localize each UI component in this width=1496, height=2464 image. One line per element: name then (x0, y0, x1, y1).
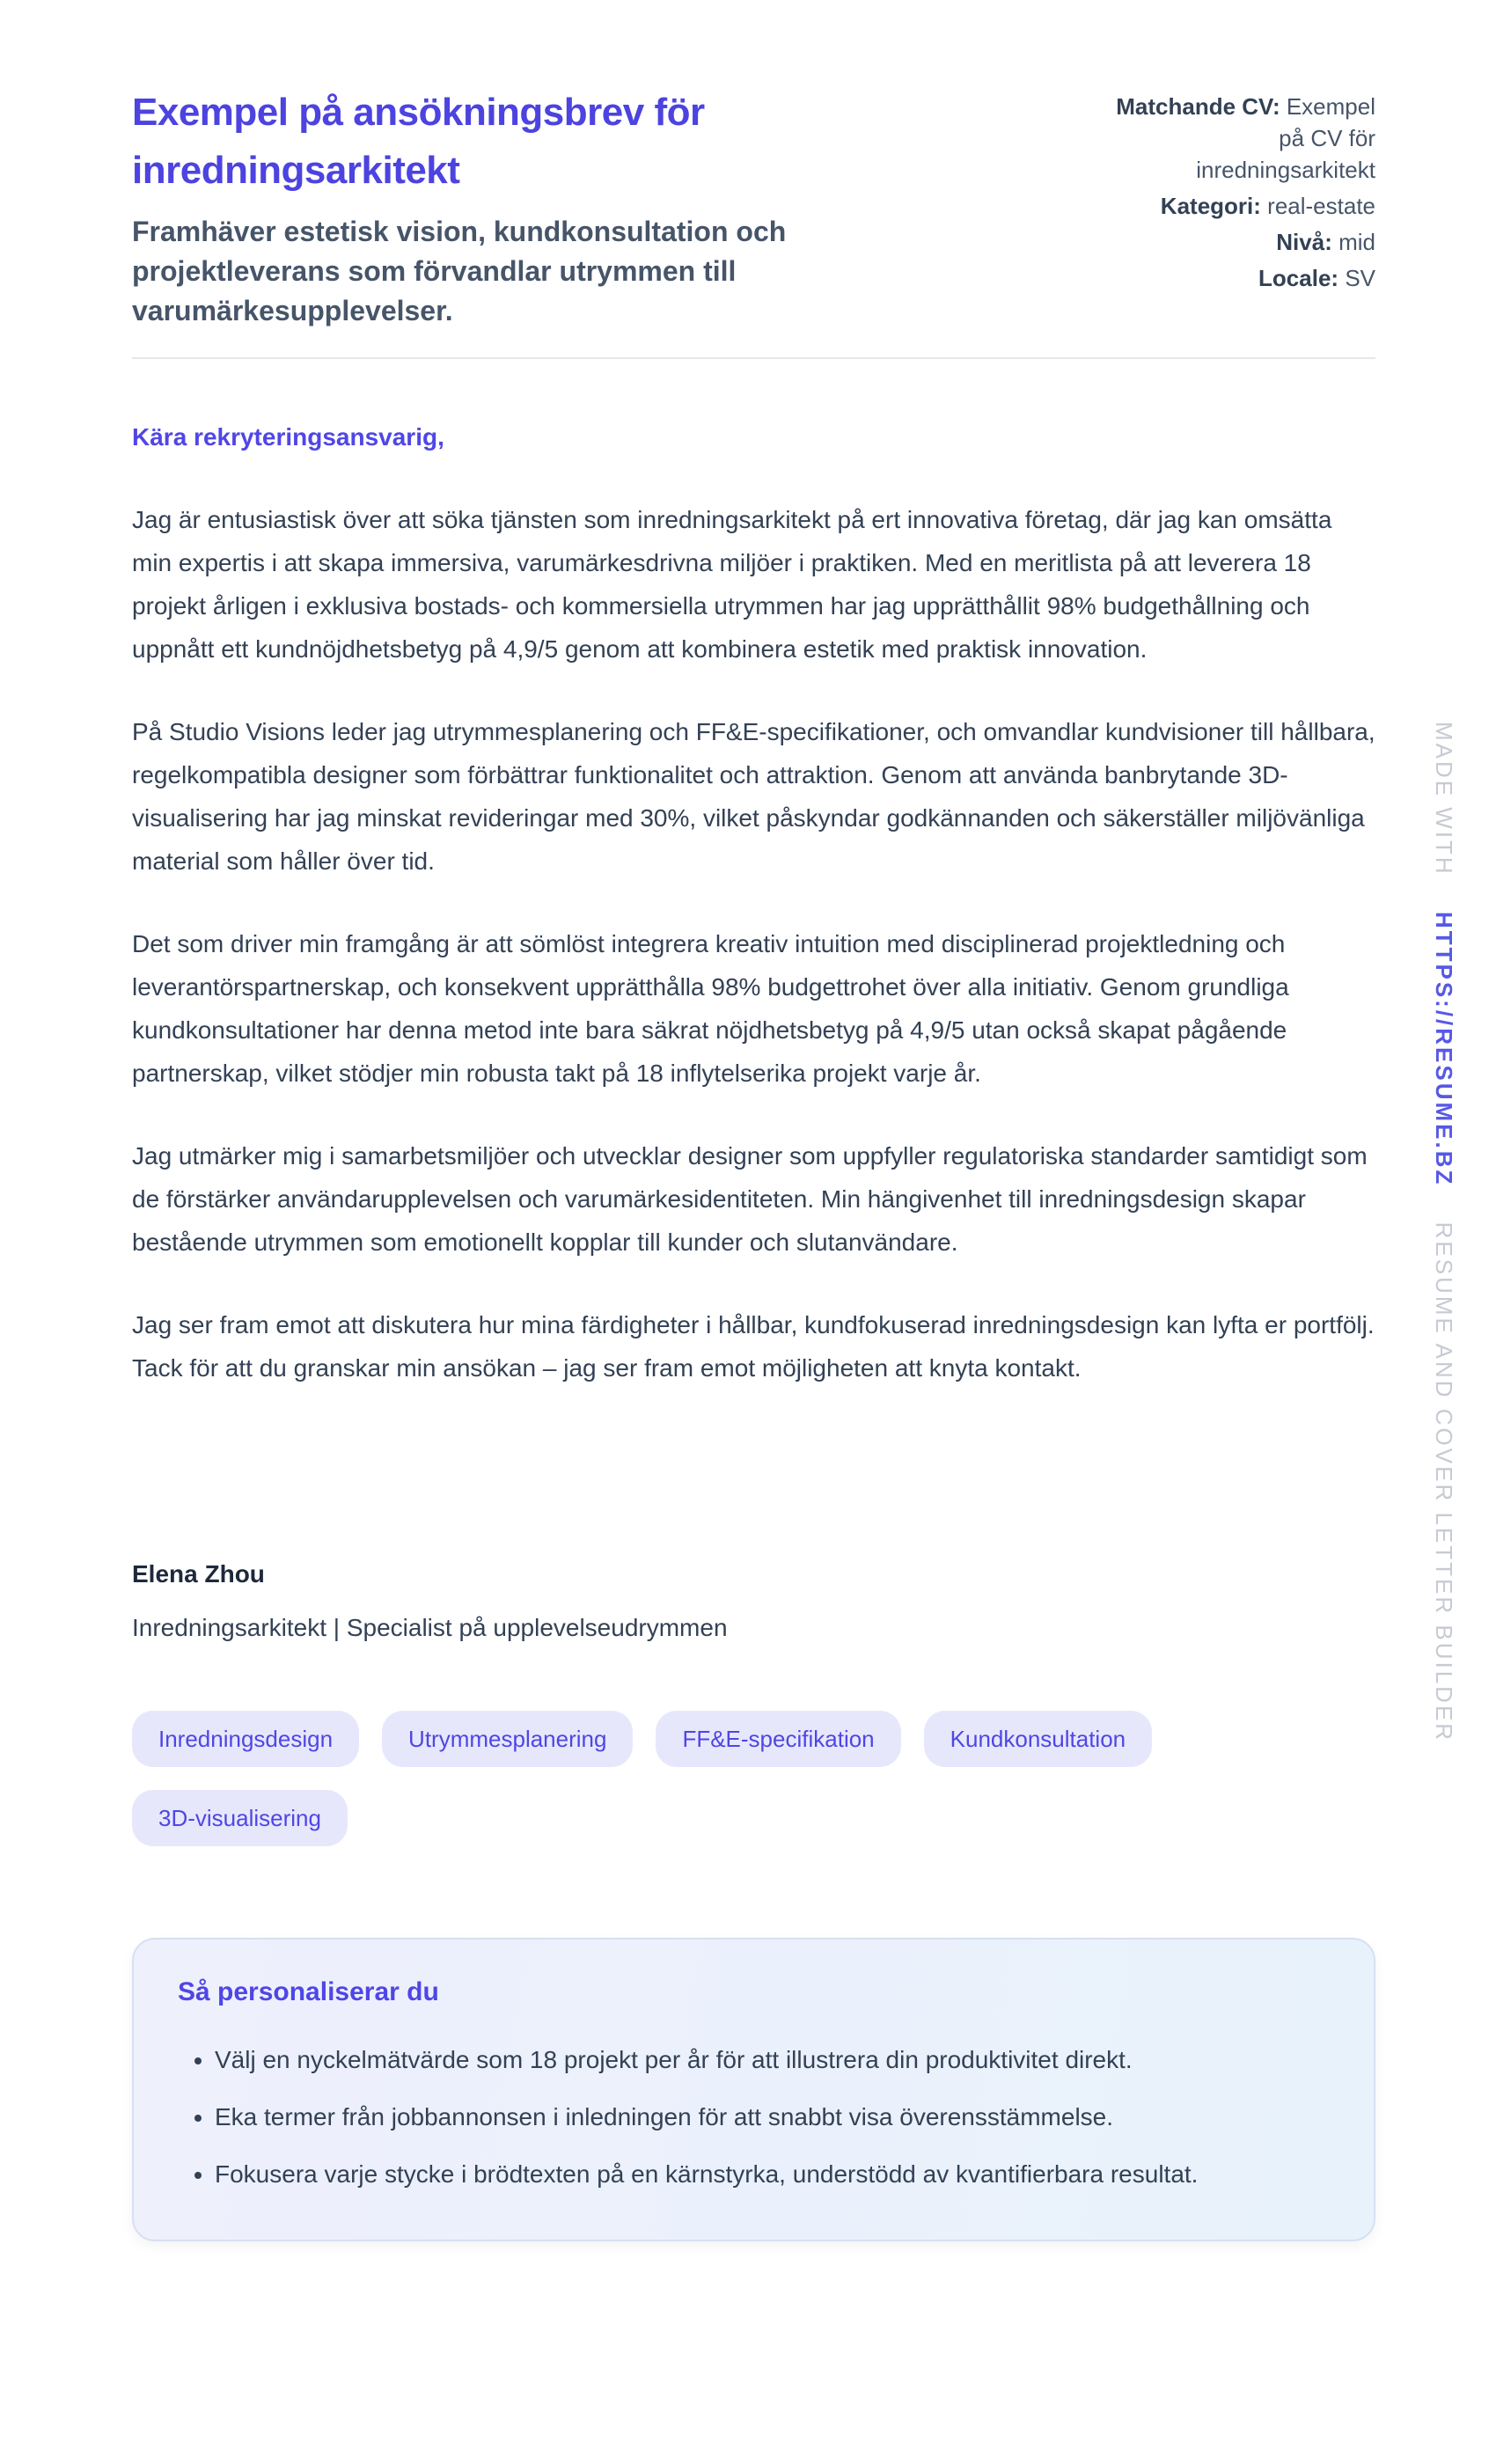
watermark-prefix: MADE WITH (1431, 721, 1457, 876)
meta-matching-cv-label: Matchande CV: (1116, 93, 1280, 120)
tips-card (132, 1938, 1375, 2241)
skill-tags (132, 1711, 1375, 1846)
meta-category-value: real-estate (1267, 193, 1375, 219)
meta-level (1094, 226, 1375, 258)
letter-body (132, 415, 1375, 1649)
meta-level-label: Nivå: (1276, 229, 1332, 255)
letter-paragraph-4: Jag utmärker mig i samarbetsmiljöer och utvecklar designer som uppfyller regulatoriska standarder samtidigt som de förstärker användarupplevelsen och varumärkesidentiteten. Min hängivenhet till inredningsdesign skapar bestående utrymmen som emotionellt kopplar till kunder och slutanvändare. (132, 1142, 1368, 1256)
meta-matching-cv (1094, 91, 1375, 186)
watermark-sidebar (1430, 722, 1457, 1742)
tips-title: Så personaliserar du (178, 1977, 439, 2006)
letter-paragraph-3: Det som driver min framgång är att sömlöst integrera kreativ intuition med disciplinerad projektledning och leverantörspartnerskap, och konsekvent upprätthålla 98% budgettrohet över alla initiativ. Genom grundliga kundkonsultationer har denna metod inte bara säkrat nöjdhetsbetyg på 4,9/5 utan också skapat pågående partnerskap, vilket stödjer min robusta takt på 18 inflytelserika projekt varje år. (132, 930, 1289, 1087)
meta-category (1094, 190, 1375, 222)
letter-paragraph-1: Jag är entusiastisk över att söka tjänsten som inredningsarkitekt på ert innovativa företag, där jag kan omsätta min expertis i att skapa immersiva, varumärkesdrivna miljöer i praktiken. Med en meritlista på att leverera 18 projekt årligen i exklusiva bostads- och kommersiella utrymmen har jag upprätthållit 98% budgethållning och uppnått ett kundnöjdhetsbetyg på 4,9/5 genom att kombinera estetik med praktisk innovation. (132, 506, 1332, 663)
letter-paragraph-5: Jag ser fram emot att diskutera hur mina färdigheter i hållbar, kundfokuserad inredningsdesign kan lyfta er portfölj. Tack för att du granskar min ansökan – jag ser fram emot möjligheten att knyta kontakt. (132, 1311, 1375, 1382)
meta-level-value: mid (1338, 229, 1375, 255)
meta-locale (1094, 262, 1375, 294)
tips-list (178, 2038, 1330, 2196)
signature-role: Inredningsarkitekt | Specialist på upplevelseudrymmen (132, 1614, 728, 1641)
signature-name: Elena Zhou (132, 1560, 265, 1588)
meta-panel (1094, 84, 1375, 298)
meta-locale-value: SV (1345, 265, 1375, 291)
page-title: Exempel på ansökningsbrev för inredningsarkitekt (132, 91, 705, 192)
page-subtitle: Framhäver estetisk vision, kundkonsultation och projektleverans som förvandlar utrymmen till varumärkesupplevelser. (132, 216, 787, 326)
meta-category-label: Kategori: (1160, 193, 1261, 219)
skill-tag-interior-design: Inredningsdesign (132, 1711, 359, 1767)
signature-block (132, 1552, 1375, 1649)
header-divider (132, 357, 1375, 359)
letter-greeting: Kära rekryteringsansvarig, (132, 423, 444, 451)
skill-tag-ffe-specification: FF&E-specifikation (656, 1711, 900, 1767)
watermark-link[interactable]: HTTPS://RESUME.BZ (1431, 911, 1457, 1187)
tips-item-2: • Eka termer från jobbannonsen i inledningen för att snabbt visa överensstämmelse. (215, 2095, 1330, 2138)
watermark-suffix: RESUME AND COVER LETTER BUILDER (1431, 1221, 1457, 1743)
skill-tag-client-consultation: Kundkonsultation (924, 1711, 1152, 1767)
header-title-block (132, 84, 924, 331)
skill-tag-3d-visualization: 3D-visualisering (132, 1790, 348, 1846)
tips-item-1: • Välj en nyckelmätvärde som 18 projekt per år för att illustrera din produktivitet direkt. (215, 2038, 1330, 2081)
skill-tag-space-planning: Utrymmesplanering (382, 1711, 633, 1767)
letter-paragraph-2: På Studio Visions leder jag utrymmesplanering och FF&E-specifikationer, och omvandlar kundvisioner till hållbara, regelkompatibla designer som förbättrar funktionalitet och attraktion. Genom att använda banbrytande 3D-visualisering har jag minskat revideringar med 30%, vilket påskyndar godkännanden och säkerställer miljövänliga material som håller över tid. (132, 718, 1375, 875)
meta-locale-label: Locale: (1258, 265, 1339, 291)
meta-matching-cv-value: Exempel på CV för inredningsarkitekt (1196, 93, 1375, 183)
page-header (132, 84, 1375, 331)
tips-item-3: • Fokusera varje stycke i brödtexten på en kärnstyrka, understödd av kvantifierbara resultat. (215, 2152, 1330, 2196)
